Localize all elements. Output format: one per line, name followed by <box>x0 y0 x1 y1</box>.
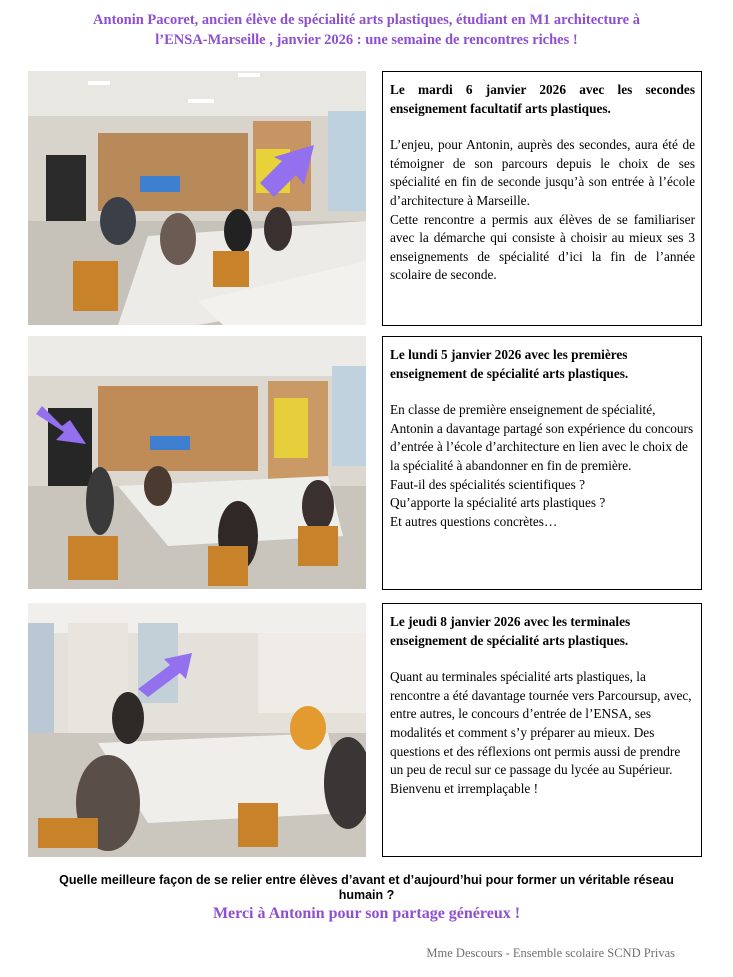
closing-question: Quelle meilleure façon de se relier entre élèves d’avant et d’aujourd’hui pour former un véritable réseau humain ? <box>59 873 674 902</box>
page-title <box>40 10 693 50</box>
photo-terminales <box>28 603 366 857</box>
section-paragraph: Qu’apporte la spécialité arts plastiques ? <box>390 495 606 511</box>
section-paragraph: Quant au terminales spécialité arts plastiques, la rencontre a été davantage tournée vers Parcoursup, avec, entre autres, le concours d’entrée de l’ENSA, ses modalités et comment s’y préparer au mieux. Des questions et des réflexions ont permis aussi de prendre un peu de recul sur ce passage du lycée au Supérieur. <box>390 669 692 778</box>
section-paragraph: Faut-il des spécialités scientifiques ? <box>390 476 585 492</box>
title-line-2: l’ENSA-Marseille , janvier 2026 : une semaine de rencontres riches ! <box>155 32 578 48</box>
section-paragraph: En classe de première enseignement de spécialité, Antonin a davantage partagé son expérience du concours d’entrée à l’école d’architecture en lien avec le choix de la spécialité à abandonner en fin de première. <box>390 402 694 473</box>
section-heading: Le mardi 6 janvier 2026 avec les secondes enseignement facultatif arts plastiques. <box>390 82 695 116</box>
title-line-1: Antonin Pacoret, ancien élève de spécialité arts plastiques, étudiant en M1 architecture à <box>93 12 640 28</box>
photo-secondes <box>28 71 366 325</box>
section-paragraph: L’enjeu, pour Antonin, auprès des secondes, aura été de témoigner de son parcours depuis le choix de ses spécialité en fin de seconde jusqu’à son entrée à l’école d’architecture à Marseille. <box>390 137 695 208</box>
section-paragraph: Bienvenu et irremplaçable ! <box>390 780 539 796</box>
text-box-terminales <box>382 603 702 857</box>
section-paragraph: Cette rencontre a permis aux élèves de se familiariser avec la démarche qui consiste à choisir au mieux ses 3 enseignements de spécialité d’ici la fin de l’année scolaire de seconde. <box>390 211 695 283</box>
section-heading: Le jeudi 8 janvier 2026 avec les terminales enseignement de spécialité arts plastiques. <box>390 614 631 648</box>
thanks-line: Merci à Antonin pour son partage généreux ! <box>212 905 521 922</box>
text-box-premieres <box>382 336 702 590</box>
text-box-secondes <box>382 71 702 326</box>
photo-premieres <box>28 336 366 589</box>
section-paragraph: Et autres questions concrètes… <box>390 513 558 529</box>
signature: Mme Descours - Ensemble scolaire SCND Privas <box>426 946 675 960</box>
section-heading: Le lundi 5 janvier 2026 avec les premières enseignement de spécialité arts plastiques. <box>390 347 629 381</box>
